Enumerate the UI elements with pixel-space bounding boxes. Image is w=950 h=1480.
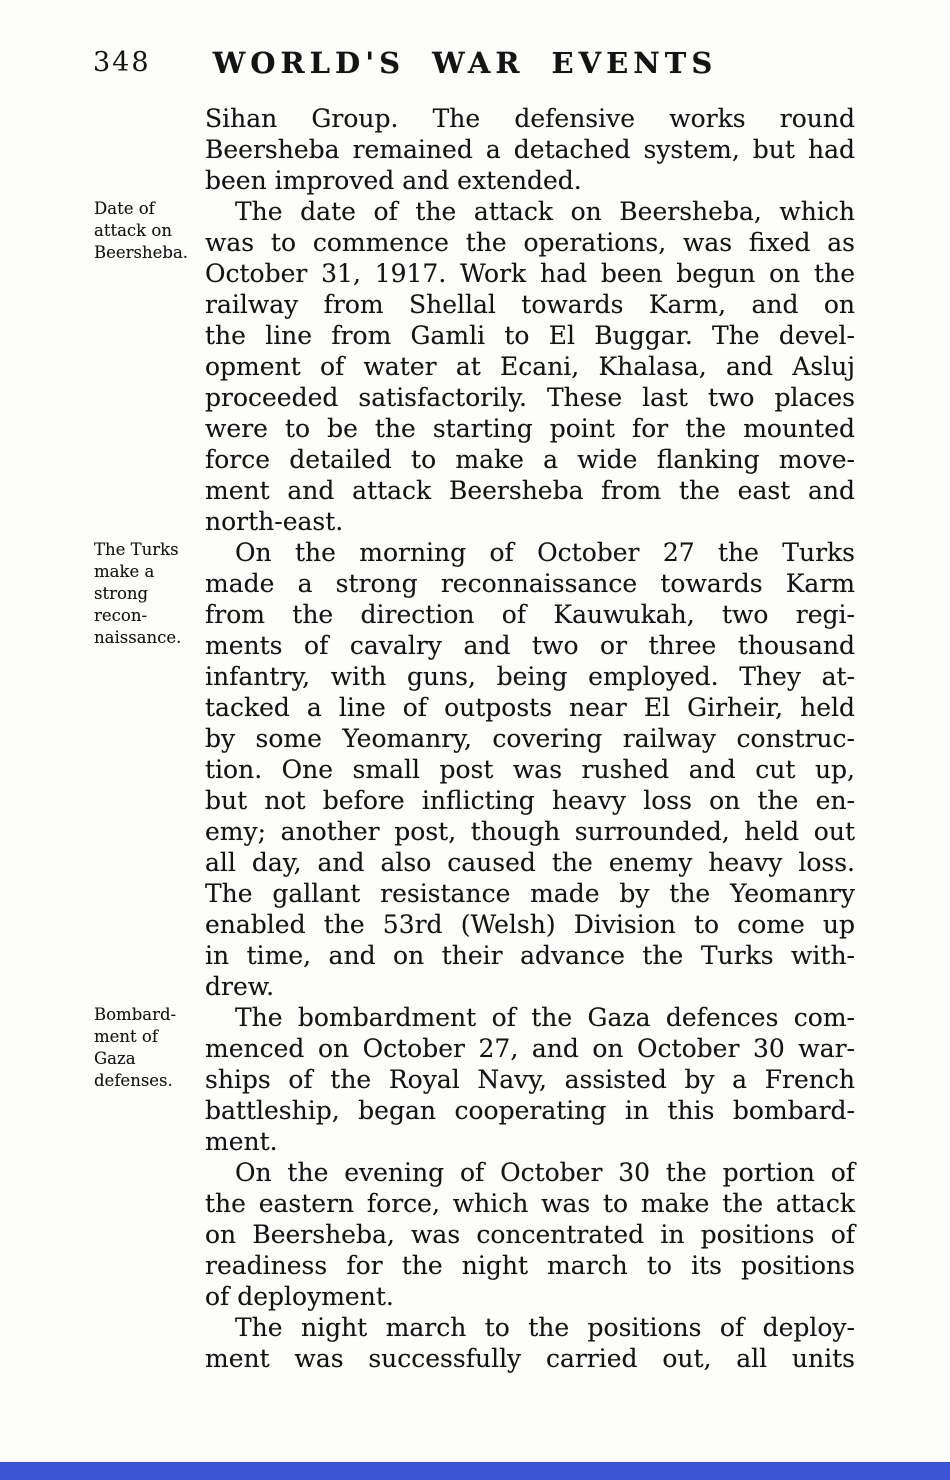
text-line: emy; another post, though surrounded, held out	[205, 817, 855, 846]
text-line: The night march to the positions of deploy-	[235, 1313, 855, 1342]
sidenote-line: make a	[94, 562, 155, 581]
text-line: ment.	[205, 1127, 278, 1156]
sidenote-line: recon-	[94, 606, 148, 625]
text-line: but not before inflicting heavy loss on the en-	[205, 786, 855, 815]
text-line: on Beersheba, was concentrated in positions of	[205, 1220, 855, 1249]
text-line: Sihan Group. The defensive works round	[205, 104, 855, 133]
paragraph	[205, 1312, 855, 1374]
text-line: north-east.	[205, 507, 344, 536]
text-line: drew.	[205, 972, 275, 1001]
running-head	[0, 46, 950, 82]
sidenote-line: Beersheba.	[94, 243, 189, 262]
text-line: proceeded satisfactorily. These last two places	[205, 383, 855, 412]
paragraph	[205, 103, 855, 196]
text-line: menced on October 27, and on October 30 war-	[205, 1034, 855, 1063]
sidenote-line: naissance.	[94, 628, 182, 647]
text-line: been improved and extended.	[205, 166, 582, 195]
text-line: of deployment.	[205, 1282, 394, 1311]
sidenote-line: defenses.	[94, 1071, 173, 1090]
text-line: tacked a line of outposts near El Girheir, held	[205, 693, 855, 722]
text-line: all day, and also caused the enemy heavy loss.	[205, 848, 855, 877]
text-line: force detailed to make a wide flanking move-	[205, 445, 855, 474]
text-line: the eastern force, which was to make the attack	[205, 1189, 855, 1218]
text-line: readiness for the night march to its positions	[205, 1251, 855, 1280]
text-line: the line from Gamli to El Buggar. The devel-	[205, 321, 855, 350]
text-line: opment of water at Ecani, Khalasa, and Asluj	[205, 352, 855, 381]
sidenote-line: Date of	[94, 199, 155, 218]
text-line: railway from Shellal towards Karm, and on	[205, 290, 855, 319]
text-line: battleship, began cooperating in this bombard-	[205, 1096, 855, 1125]
sidenote-line: attack on	[94, 221, 172, 240]
text-line: infantry, with guns, being employed. They at-	[205, 662, 855, 691]
text-line: from the direction of Kauwukah, two regi-	[205, 600, 855, 629]
paragraph	[205, 1157, 855, 1312]
text-line: made a strong reconnaissance towards Karm	[205, 569, 855, 598]
margin-sidenote	[94, 539, 200, 649]
text-line: The date of the attack on Beersheba, which	[235, 197, 855, 226]
text-line: in time, and on their advance the Turks with-	[205, 941, 855, 970]
text-line: October 31, 1917. Work had been begun on the	[205, 259, 855, 288]
text-line: by some Yeomanry, covering railway construc-	[205, 724, 855, 753]
running-title: WORLD'S WAR EVENTS	[212, 46, 718, 80]
paragraph	[205, 196, 855, 537]
sidenote-line: The Turks	[94, 540, 179, 559]
text-line: was to commence the operations, was fixed as	[205, 228, 855, 257]
text-line: ment was successfully carried out, all units	[205, 1344, 855, 1373]
bottom-bar	[0, 1462, 950, 1480]
sidenote-line: Gaza	[94, 1049, 136, 1068]
text-line: Beersheba remained a detached system, but had	[205, 135, 855, 164]
text-line: ment and attack Beersheba from the east and	[205, 476, 855, 505]
sidenote-line: Bombard-	[94, 1005, 177, 1024]
page-number: 348	[93, 47, 151, 78]
text-line: ments of cavalry and two or three thousand	[205, 631, 855, 660]
sidenote-line: strong	[94, 584, 149, 603]
text-line: On the evening of October 30 the portion of	[235, 1158, 855, 1187]
text-column	[205, 103, 855, 1374]
sidenote-line: ment of	[94, 1027, 158, 1046]
text-line: enabled the 53rd (Welsh) Division to come up	[205, 910, 855, 939]
text-line: The bombardment of the Gaza defences com-	[235, 1003, 855, 1032]
margin-sidenote	[94, 1004, 200, 1092]
paragraph	[205, 537, 855, 1002]
text-line: The gallant resistance made by the Yeomanry	[205, 879, 855, 908]
paragraph	[205, 1002, 855, 1157]
text-line: tion. One small post was rushed and cut up,	[205, 755, 855, 784]
text-line: On the morning of October 27 the Turks	[235, 538, 855, 567]
margin-sidenote	[94, 198, 200, 264]
text-line: were to be the starting point for the mounted	[205, 414, 855, 443]
text-line: ships of the Royal Navy, assisted by a French	[205, 1065, 855, 1094]
